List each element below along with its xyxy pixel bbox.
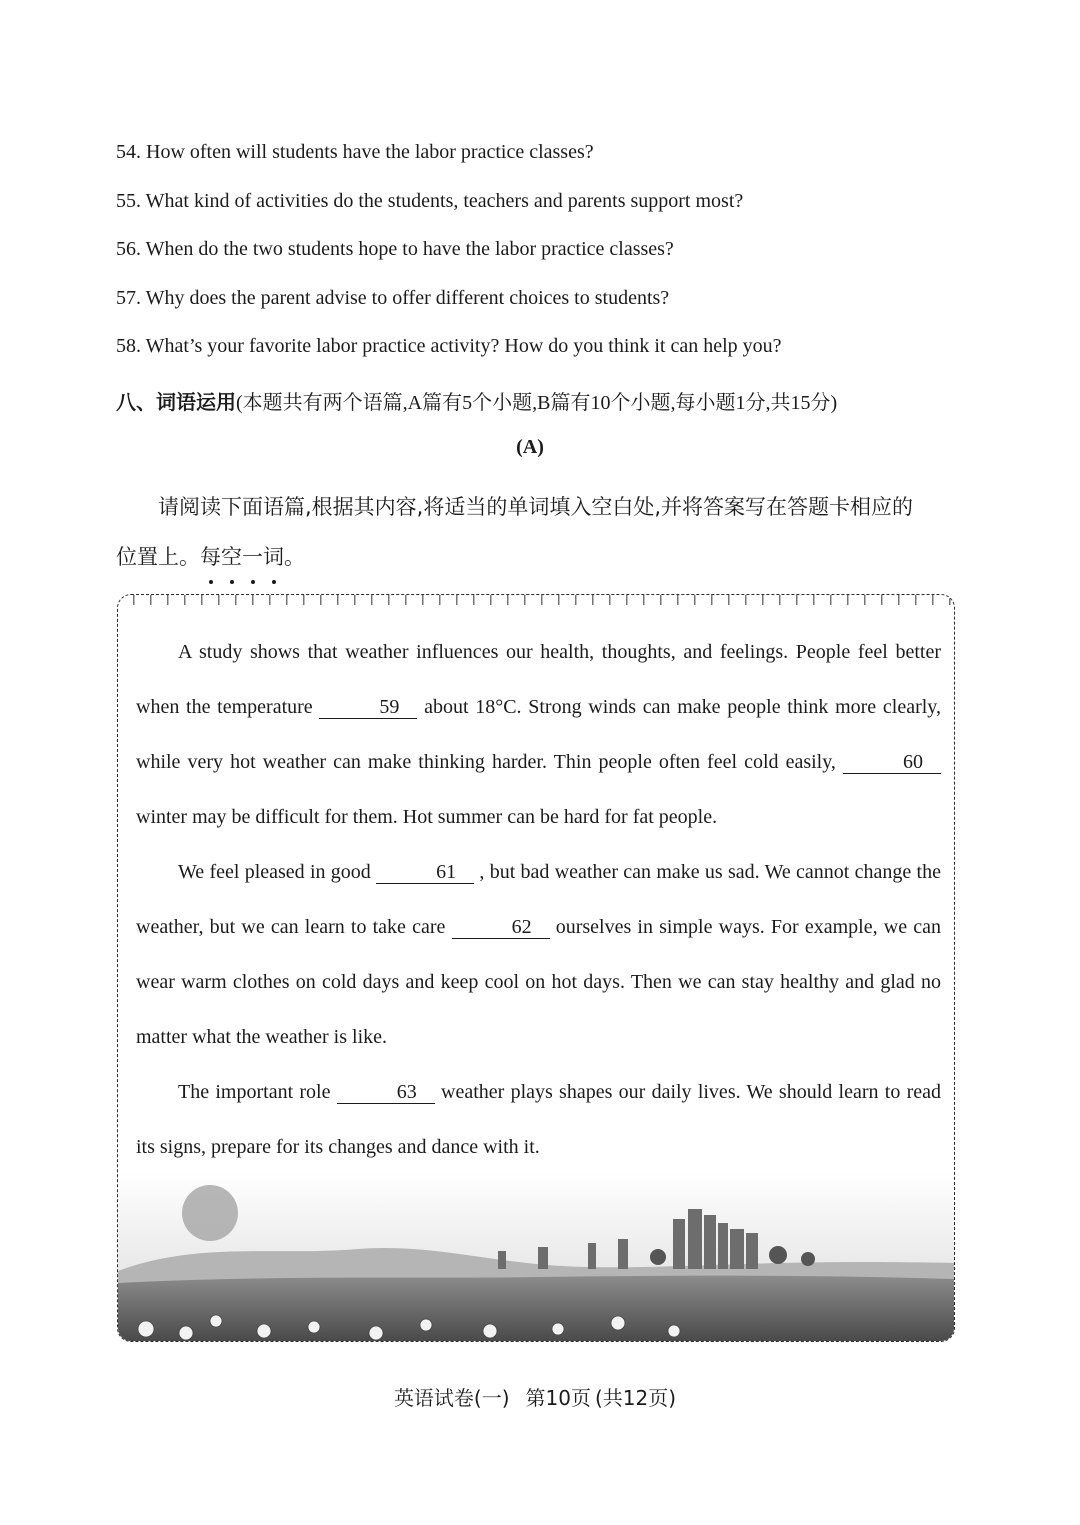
sun-shape xyxy=(182,1185,238,1241)
question-56: 56. When do the two students hope to have the labor practice classes? xyxy=(116,238,674,260)
question-54: 54. How often will students have the labor practice classes? xyxy=(116,141,594,163)
part-label: (A) xyxy=(516,436,544,458)
passage-text-segment: We feel pleased in good xyxy=(178,861,377,883)
instruction-line2 xyxy=(116,545,305,569)
blank-60[interactable]: 60 xyxy=(843,751,941,774)
passage-text-segment: weather plays shapes our daily lives. We should learn to read its signs, prepare for its changes and dance with it. xyxy=(136,1081,941,1158)
passage-text xyxy=(136,625,941,1175)
section-heading xyxy=(116,386,837,415)
blank-59[interactable]: 59 xyxy=(319,696,417,719)
emphasis-char: 每 xyxy=(200,532,221,582)
instruction-line1: 请阅读下面语篇,根据其内容,将适当的单词填入空白处,并将答案写在答题卡相应的 xyxy=(158,495,914,519)
footer-subject: 英语试卷(一) xyxy=(393,1386,510,1410)
instruction-position: 位置上。 xyxy=(116,545,200,569)
emphasis-dotted xyxy=(200,545,284,569)
passage-text-segment: winter may be difficult for them. Hot summer can be hard for fat people. xyxy=(136,806,718,828)
question-55: 55. What kind of activities do the students, teachers and parents support most? xyxy=(116,189,744,212)
blank-61[interactable]: 61 xyxy=(376,861,474,884)
passage-paragraph-1 xyxy=(136,625,941,845)
footer-total: (共12页) xyxy=(595,1386,677,1410)
blank-63[interactable]: 63 xyxy=(337,1081,435,1104)
emphasis-char: 一 xyxy=(242,532,263,582)
passage-box xyxy=(117,594,955,1342)
emphasis-char: 词 xyxy=(263,532,284,582)
section-title: 八、词语运用 xyxy=(116,390,236,414)
footer-page: 第10页 xyxy=(525,1386,591,1410)
emphasis-char: 空 xyxy=(221,532,242,582)
question-57: 57. Why does the parent advise to offer different choices to students? xyxy=(116,286,670,309)
blank-62[interactable]: 62 xyxy=(452,916,550,939)
question-list xyxy=(116,140,996,383)
page-footer xyxy=(0,1382,1070,1411)
passage-text-segment: , but bad weather can make us sad. We cannot change the weather, but we can learn to take care xyxy=(136,861,941,938)
question-58: 58. What’s your favorite labor practice activity? How do you think it can help you? xyxy=(116,335,782,357)
passage-paragraph-2 xyxy=(136,845,941,1065)
instructions xyxy=(116,482,956,582)
section-note: (本题共有两个语篇,A篇有5个小题,B篇有10个小题,每小题1分,共15分) xyxy=(236,392,838,414)
instruction-end: 。 xyxy=(284,545,305,569)
passage-text-segment: The important role xyxy=(178,1081,337,1103)
passage-text-segment: about 18°C. Strong winds can make people think more clearly, while very hot weather can make thinking harder. Thin people often feel cold easily, xyxy=(136,696,941,773)
field-shape xyxy=(118,1276,955,1341)
passage-text-segment: A study shows that weather influences our health, thoughts, and feelings. People feel better when the temperature xyxy=(136,641,941,718)
passage-paragraph-3 xyxy=(136,1065,941,1175)
passage-text-segment: ourselves in simple ways. For example, we can wear warm clothes on cold days and keep cool on hot days. Then we can stay healthy and glad no matter what the weather is like. xyxy=(136,916,941,1048)
landscape-illustration xyxy=(118,1171,955,1341)
